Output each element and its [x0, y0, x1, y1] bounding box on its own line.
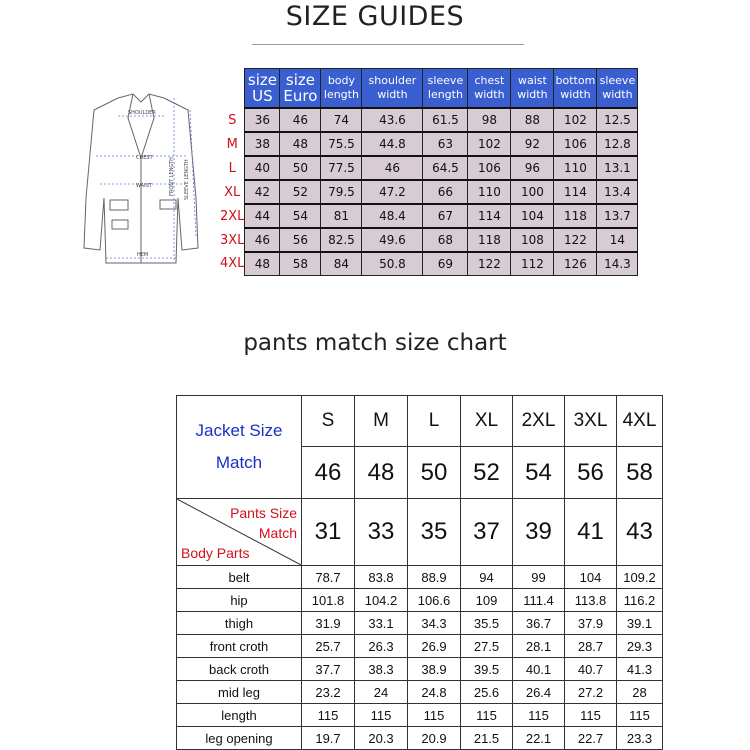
- measurement-cell: 39.1: [617, 612, 663, 635]
- header-chest-width: chest width: [468, 69, 511, 109]
- body-part-label: length: [177, 704, 302, 727]
- measurement-cell: 37.7: [302, 658, 355, 681]
- size-value-cell: 67: [423, 204, 468, 228]
- size-value-cell: 118: [468, 228, 511, 252]
- measurement-cell: 25.6: [461, 681, 513, 704]
- size-value-cell: 61.5: [423, 108, 468, 132]
- pants-size: 33: [355, 499, 408, 566]
- size-value-cell: 112: [511, 252, 554, 276]
- header-body-length: body length: [321, 69, 362, 109]
- size-value-cell: 118: [554, 204, 597, 228]
- measurement-cell: 27.2: [565, 681, 617, 704]
- pants-size: 39: [513, 499, 565, 566]
- size-value-cell: 54: [280, 204, 321, 228]
- size-label: L: [220, 156, 245, 180]
- jacket-label-chest: CHEST: [136, 155, 153, 161]
- pants-size: 31: [302, 499, 355, 566]
- size-value-cell: 114: [468, 204, 511, 228]
- size-value-cell: 48.4: [362, 204, 423, 228]
- size-guides-title: SIZE GUIDES: [285, 1, 465, 32]
- size-guide-row: [220, 228, 638, 252]
- size-value-cell: 102: [554, 108, 597, 132]
- measurement-cell: 109.2: [617, 566, 663, 589]
- pants-chart-title: pants match size chart: [243, 330, 507, 356]
- header-size-euro: size Euro: [280, 69, 321, 109]
- size-value-cell: 122: [468, 252, 511, 276]
- size-guide-row: [220, 204, 638, 228]
- pants-size: 41: [565, 499, 617, 566]
- size-value-cell: 12.5: [597, 108, 638, 132]
- jacket-size-l: L: [408, 396, 461, 447]
- size-value-cell: 46: [245, 228, 280, 252]
- measurement-cell: 104.2: [355, 589, 408, 612]
- size-value-cell: 52: [280, 180, 321, 204]
- pants-size-label: Pants Size: [230, 505, 297, 521]
- measurement-cell: 115: [513, 704, 565, 727]
- measurement-cell: 28.7: [565, 635, 617, 658]
- header-waist-width: waist width: [511, 69, 554, 109]
- pants-size: 35: [408, 499, 461, 566]
- size-value-cell: 13.4: [597, 180, 638, 204]
- size-value-cell: 69: [423, 252, 468, 276]
- size-value-cell: 77.5: [321, 156, 362, 180]
- body-part-row: [177, 681, 663, 704]
- body-part-label: hip: [177, 589, 302, 612]
- measurement-cell: 78.7: [302, 566, 355, 589]
- euro-size: 52: [461, 447, 513, 499]
- measurement-cell: 19.7: [302, 727, 355, 750]
- size-value-cell: 50.8: [362, 252, 423, 276]
- size-value-cell: 100: [511, 180, 554, 204]
- body-part-row: [177, 589, 663, 612]
- size-value-cell: 74: [321, 108, 362, 132]
- measurement-cell: 24: [355, 681, 408, 704]
- measurement-cell: 35.5: [461, 612, 513, 635]
- measurement-cell: 109: [461, 589, 513, 612]
- size-guide-row: [220, 132, 638, 156]
- body-part-row: [177, 612, 663, 635]
- title-divider: [252, 44, 524, 45]
- measurement-cell: 28.1: [513, 635, 565, 658]
- size-value-cell: 12.8: [597, 132, 638, 156]
- measurement-cell: 115: [302, 704, 355, 727]
- size-value-cell: 122: [554, 228, 597, 252]
- measurement-cell: 106.6: [408, 589, 461, 612]
- measurement-cell: 23.3: [617, 727, 663, 750]
- body-part-row: [177, 635, 663, 658]
- size-value-cell: 126: [554, 252, 597, 276]
- size-value-cell: 108: [511, 228, 554, 252]
- measurement-cell: 40.7: [565, 658, 617, 681]
- size-value-cell: 66: [423, 180, 468, 204]
- size-value-cell: 79.5: [321, 180, 362, 204]
- size-label: M: [220, 132, 245, 156]
- size-value-cell: 102: [468, 132, 511, 156]
- euro-size: 46: [302, 447, 355, 499]
- measurement-cell: 115: [617, 704, 663, 727]
- size-value-cell: 106: [468, 156, 511, 180]
- size-value-cell: 14.3: [597, 252, 638, 276]
- pants-size-body-parts-cell: [177, 499, 302, 566]
- pants-size: 37: [461, 499, 513, 566]
- measurement-cell: 34.3: [408, 612, 461, 635]
- jacket-label-hem: HEM: [137, 252, 149, 258]
- jacket-size-xl: XL: [461, 396, 513, 447]
- jacket-size-4xl: 4XL: [617, 396, 663, 447]
- size-value-cell: 63: [423, 132, 468, 156]
- size-value-cell: 48: [245, 252, 280, 276]
- measurement-cell: 28: [617, 681, 663, 704]
- measurement-cell: 101.8: [302, 589, 355, 612]
- size-value-cell: 106: [554, 132, 597, 156]
- pants-size-row: [177, 499, 663, 566]
- body-part-label: belt: [177, 566, 302, 589]
- size-value-cell: 49.6: [362, 228, 423, 252]
- measurement-cell: 88.9: [408, 566, 461, 589]
- size-label: 2XL: [220, 204, 245, 228]
- jacket-label-shoulder: SHOULDER: [128, 110, 156, 116]
- euro-size: 58: [617, 447, 663, 499]
- jacket-label-sleeve-length: SLEEVE LENGTH: [184, 159, 190, 200]
- measurement-cell: 99: [513, 566, 565, 589]
- euro-size: 56: [565, 447, 617, 499]
- measurement-cell: 33.1: [355, 612, 408, 635]
- size-value-cell: 88: [511, 108, 554, 132]
- size-guide-row: [220, 108, 638, 132]
- body-part-label: leg opening: [177, 727, 302, 750]
- size-value-cell: 36: [245, 108, 280, 132]
- measurement-cell: 83.8: [355, 566, 408, 589]
- body-part-row: [177, 704, 663, 727]
- pants-match-table: [176, 395, 663, 750]
- measurement-cell: 36.7: [513, 612, 565, 635]
- size-value-cell: 110: [554, 156, 597, 180]
- size-value-cell: 92: [511, 132, 554, 156]
- measurement-cell: 20.9: [408, 727, 461, 750]
- euro-size: 48: [355, 447, 408, 499]
- jacket-size-2xl: 2XL: [513, 396, 565, 447]
- measurement-cell: 26.4: [513, 681, 565, 704]
- measurement-cell: 116.2: [617, 589, 663, 612]
- jacket-size-row: [177, 396, 663, 447]
- measurement-cell: 94: [461, 566, 513, 589]
- body-part-label: mid leg: [177, 681, 302, 704]
- measurement-cell: 111.4: [513, 589, 565, 612]
- body-part-label: front croth: [177, 635, 302, 658]
- body-parts-label: Body Parts: [181, 545, 250, 561]
- header-bottom-width: bottom width: [554, 69, 597, 109]
- size-value-cell: 44: [245, 204, 280, 228]
- size-value-cell: 58: [280, 252, 321, 276]
- body-part-label: thigh: [177, 612, 302, 635]
- measurement-cell: 104: [565, 566, 617, 589]
- body-part-label: back croth: [177, 658, 302, 681]
- corner-cell: [220, 69, 245, 109]
- size-value-cell: 98: [468, 108, 511, 132]
- header-size-us: size US: [245, 69, 280, 109]
- jacket-size-match-label: Jacket Size Match: [177, 396, 302, 499]
- measurement-cell: 22.1: [513, 727, 565, 750]
- body-part-row: [177, 658, 663, 681]
- pants-size: 43: [617, 499, 663, 566]
- size-guide-row: [220, 180, 638, 204]
- measurement-cell: 25.7: [302, 635, 355, 658]
- size-value-cell: 13.1: [597, 156, 638, 180]
- measurement-cell: 113.8: [565, 589, 617, 612]
- jacket-size-3xl: 3XL: [565, 396, 617, 447]
- measurement-cell: 37.9: [565, 612, 617, 635]
- measurement-cell: 115: [565, 704, 617, 727]
- jacket-diagram-icon: [78, 88, 204, 270]
- jacket-label-waist: WAIST: [136, 183, 152, 189]
- measurement-cell: 24.8: [408, 681, 461, 704]
- size-value-cell: 75.5: [321, 132, 362, 156]
- size-value-cell: 14: [597, 228, 638, 252]
- size-value-cell: 43.6: [362, 108, 423, 132]
- size-value-cell: 81: [321, 204, 362, 228]
- size-value-cell: 114: [554, 180, 597, 204]
- size-label: 4XL: [220, 252, 245, 276]
- measurement-cell: 115: [408, 704, 461, 727]
- measurement-cell: 115: [355, 704, 408, 727]
- size-value-cell: 38: [245, 132, 280, 156]
- header-shoulder-width: shoulder width: [362, 69, 423, 109]
- measurement-cell: 27.5: [461, 635, 513, 658]
- size-value-cell: 46: [280, 108, 321, 132]
- measurement-cell: 38.3: [355, 658, 408, 681]
- jacket-size-s: S: [302, 396, 355, 447]
- size-value-cell: 56: [280, 228, 321, 252]
- jacket-label-front-length: FRONT LENGTH: [169, 157, 175, 196]
- measurement-cell: 22.7: [565, 727, 617, 750]
- header-sleeve-length: sleeve length: [423, 69, 468, 109]
- body-part-row: [177, 566, 663, 589]
- size-value-cell: 110: [468, 180, 511, 204]
- measurement-cell: 26.3: [355, 635, 408, 658]
- size-label: S: [220, 108, 245, 132]
- measurement-cell: 29.3: [617, 635, 663, 658]
- size-guide-row: [220, 156, 638, 180]
- size-value-cell: 46: [362, 156, 423, 180]
- measurement-cell: 20.3: [355, 727, 408, 750]
- measurement-cell: 39.5: [461, 658, 513, 681]
- size-label: 3XL: [220, 228, 245, 252]
- jacket-size-m: M: [355, 396, 408, 447]
- size-guide-row: [220, 252, 638, 276]
- measurement-cell: 23.2: [302, 681, 355, 704]
- euro-size: 54: [513, 447, 565, 499]
- header-sleeve-width: sleeve width: [597, 69, 638, 109]
- size-value-cell: 13.7: [597, 204, 638, 228]
- size-value-cell: 84: [321, 252, 362, 276]
- euro-size: 50: [408, 447, 461, 499]
- size-value-cell: 48: [280, 132, 321, 156]
- size-value-cell: 47.2: [362, 180, 423, 204]
- size-value-cell: 104: [511, 204, 554, 228]
- size-guide-table: [220, 68, 638, 276]
- measurement-cell: 40.1: [513, 658, 565, 681]
- size-value-cell: 44.8: [362, 132, 423, 156]
- body-part-row: [177, 727, 663, 750]
- measurement-cell: 21.5: [461, 727, 513, 750]
- size-label: XL: [220, 180, 245, 204]
- measurement-cell: 38.9: [408, 658, 461, 681]
- pants-match-label: Match: [258, 525, 297, 541]
- size-value-cell: 68: [423, 228, 468, 252]
- size-value-cell: 40: [245, 156, 280, 180]
- size-value-cell: 82.5: [321, 228, 362, 252]
- measurement-cell: 41.3: [617, 658, 663, 681]
- size-value-cell: 42: [245, 180, 280, 204]
- size-guide-header-row: [220, 69, 638, 109]
- measurement-cell: 26.9: [408, 635, 461, 658]
- measurement-cell: 31.9: [302, 612, 355, 635]
- size-value-cell: 50: [280, 156, 321, 180]
- size-value-cell: 96: [511, 156, 554, 180]
- size-value-cell: 64.5: [423, 156, 468, 180]
- measurement-cell: 115: [461, 704, 513, 727]
